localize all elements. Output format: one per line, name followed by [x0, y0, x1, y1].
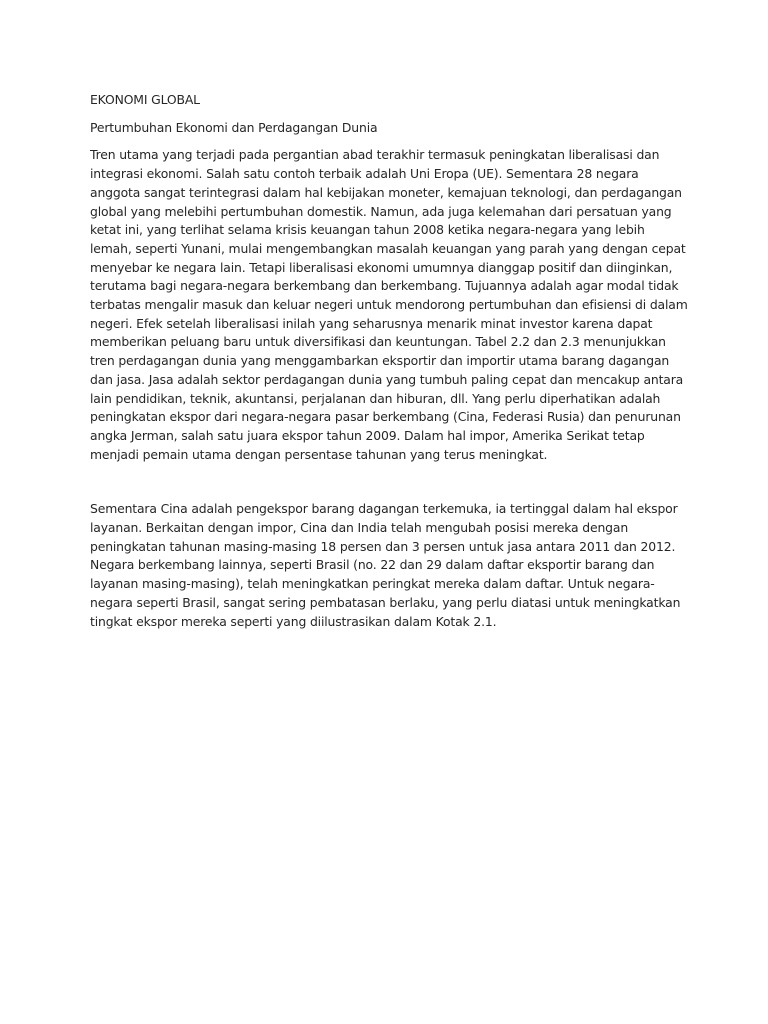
paragraph-gap — [90, 464, 690, 500]
document-subtitle: Pertumbuhan Ekonomi dan Perdagangan Dunia — [90, 119, 378, 135]
document-body — [90, 91, 690, 631]
paragraph-1: Tren utama yang terjadi pada pergantian abad terakhir termasuk peningkatan liberalisasi dan integrasi ekonomi. Salah satu contoh terbaik adalah Uni Eropa (UE). Sementara 28 negara anggota sangat terintegrasi dalam hal kebijakan moneter, kemajuan teknologi, dan perdagangan global yang melebihi pertumbuhan domestik. Namun, ada juga kelemahan dari persatuan yang ketat ini, yang terlihat selama krisis keuangan tahun 2008 ketika negara-negara yang lebih lemah, seperti Yunani, mulai mengembangkan masalah keuangan yang parah yang dengan cepat menyebar ke negara lain. Tetapi liberalisasi ekonomi umumnya dianggap positif dan diinginkan, terutama bagi negara-negara berkembang dan berkembang. Tujuannya adalah agar modal tidak terbatas mengalir masuk dan keluar negeri untuk mendorong pertumbuhan dan efisiensi di dalam negeri. Efek setelah liberalisasi inilah yang seharusnya menarik minat investor karena dapat memberikan peluang baru untuk diversifikasi dan keuntungan. Tabel 2.2 dan 2.3 menunjukkan tren perdagangan dunia yang menggambarkan eksportir dan importir utama barang dagangan dan jasa. Jasa adalah sektor perdagangan dunia yang tumbuh paling cepat dan mencakup antara lain pendidikan, teknik, akuntansi, perjalanan dan hiburan, dll. Yang perlu diperhatikan adalah peningkatan ekspor dari negara-negara pasar berkembang (Cina, Federasi Rusia) dan penurunan angka Jerman, salah satu juara ekspor tahun 2009. Dalam hal impor, Amerika Serikat tetap menjadi pemain utama dengan persentase tahunan yang terus meningkat. — [90, 147, 688, 462]
document-title: EKONOMI GLOBAL — [90, 92, 200, 107]
paragraph-2: Sementara Cina adalah pengekspor barang dagangan terkemuka, ia tertinggal dalam hal ekspor layanan. Berkaitan dengan impor, Cina dan India telah mengubah posisi mereka dengan peningkatan tahunan masing-masing 18 persen dan 3 persen untuk jasa antara 2011 dan 2012. Negara berkembang lainnya, seperti Brasil (no. 22 dan 29 dalam daftar eksportir barang dan layanan masing-masing), telah meningkatkan peringkat mereka dalam daftar. Untuk negara-negara seperti Brasil, sangat sering pembatasan berlaku, yang perlu diatasi untuk meningkatkan tingkat ekspor mereka seperti yang diilustrasikan dalam Kotak 2.1. — [90, 501, 681, 629]
